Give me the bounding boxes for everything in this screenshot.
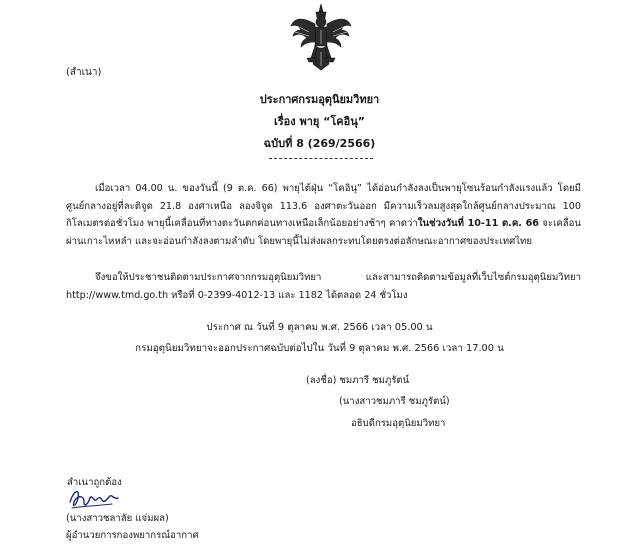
announcement-title: ประกาศกรมอุตุนิยมวิทยา: [259, 93, 380, 106]
garuda-emblem-icon: [289, 2, 353, 72]
signed-line: (ลงชื่อ) ชมภารี ชมภูรัตน์: [306, 375, 410, 386]
paragraph-1-text-end: จะเคลื่อนผ่านเกาะไหหลำ และจะอ่อนกำลังลงตามลำดับ โดยพายุนี้ไม่ส่งผลกระทบโดยตรงต่อลักษณะอากาศของประเทศไทย: [66, 218, 581, 247]
body-paragraph-1: [66, 180, 581, 250]
next-issue-notice: กรมอุตุนิยมวิทยาจะออกประกาศฉบับต่อไปใน วันที่ 9 ตุลาคม พ.ศ. 2566 เวลา 17.00 น: [135, 343, 504, 354]
signatory-name: (นางสาวชมภารี ชมภูรัตน์): [339, 396, 450, 407]
announced-date: ประกาศ ณ วันที่ 9 ตุลาคม พ.ศ. 2566 เวลา 05.00 น: [206, 322, 433, 333]
certified-copy-label: สำเนาถูกต้อง: [67, 477, 122, 488]
officer-title: ผู้อำนวยการกองพยากรณ์อากาศ: [66, 530, 199, 541]
officer-name: (นางสาวชลาลัย แจ่มผล): [66, 513, 169, 524]
paragraph-1-text: เมื่อเวลา 04.00 น. ของวันนี้ (9 ต.ค. 66) พายุไต้ฝุ่น “โคอินุ” ได้อ่อนกำลังลงเป็นพายุโซนร้อนกำลังแรงแล้ว โดยมีศูนย์กลางอยู่ที่ละติจูด 21.8 องศาเหนือ ลองจิจูด 113.6 องศาตะวันออก มีความเร็วลมสูงสุดใกล้ศูนย์กลางประมาณ 100 กิโลเมตรต่อชั่วโมง พายุนี้เคลื่อนที่ทางตะวันตกค่อนทางเหนือเล็กน้อยอย่างช้าๆ คาดว่า: [66, 183, 581, 230]
paragraph-1-highlight: ในช่วงวันที่ 10-11 ต.ค. 66: [417, 218, 539, 230]
handwritten-signature: [66, 482, 122, 516]
title-separator: [269, 158, 373, 159]
body-paragraph-2: จึงขอให้ประชาชนติดตามประกาศจากกรมอุตุนิยมวิทยา และสามารถติดตามข้อมูลที่เว็บไซต์กรมอุตุนิยมวิทยา http://www.tmd.go.th หรือที่ 0-2399-4012-13 และ 1182 ได้ตลอด 24 ชั่วโมง: [66, 272, 581, 301]
copy-tag: (สำเนา): [66, 67, 102, 78]
signatory-position: อธิบดีกรมอุตุนิยมวิทยา: [351, 418, 446, 429]
announcement-number: ฉบับที่ 8 (269/2566): [263, 137, 376, 150]
announcement-subject: เรื่อง พายุ “โคอินุ”: [273, 115, 366, 128]
